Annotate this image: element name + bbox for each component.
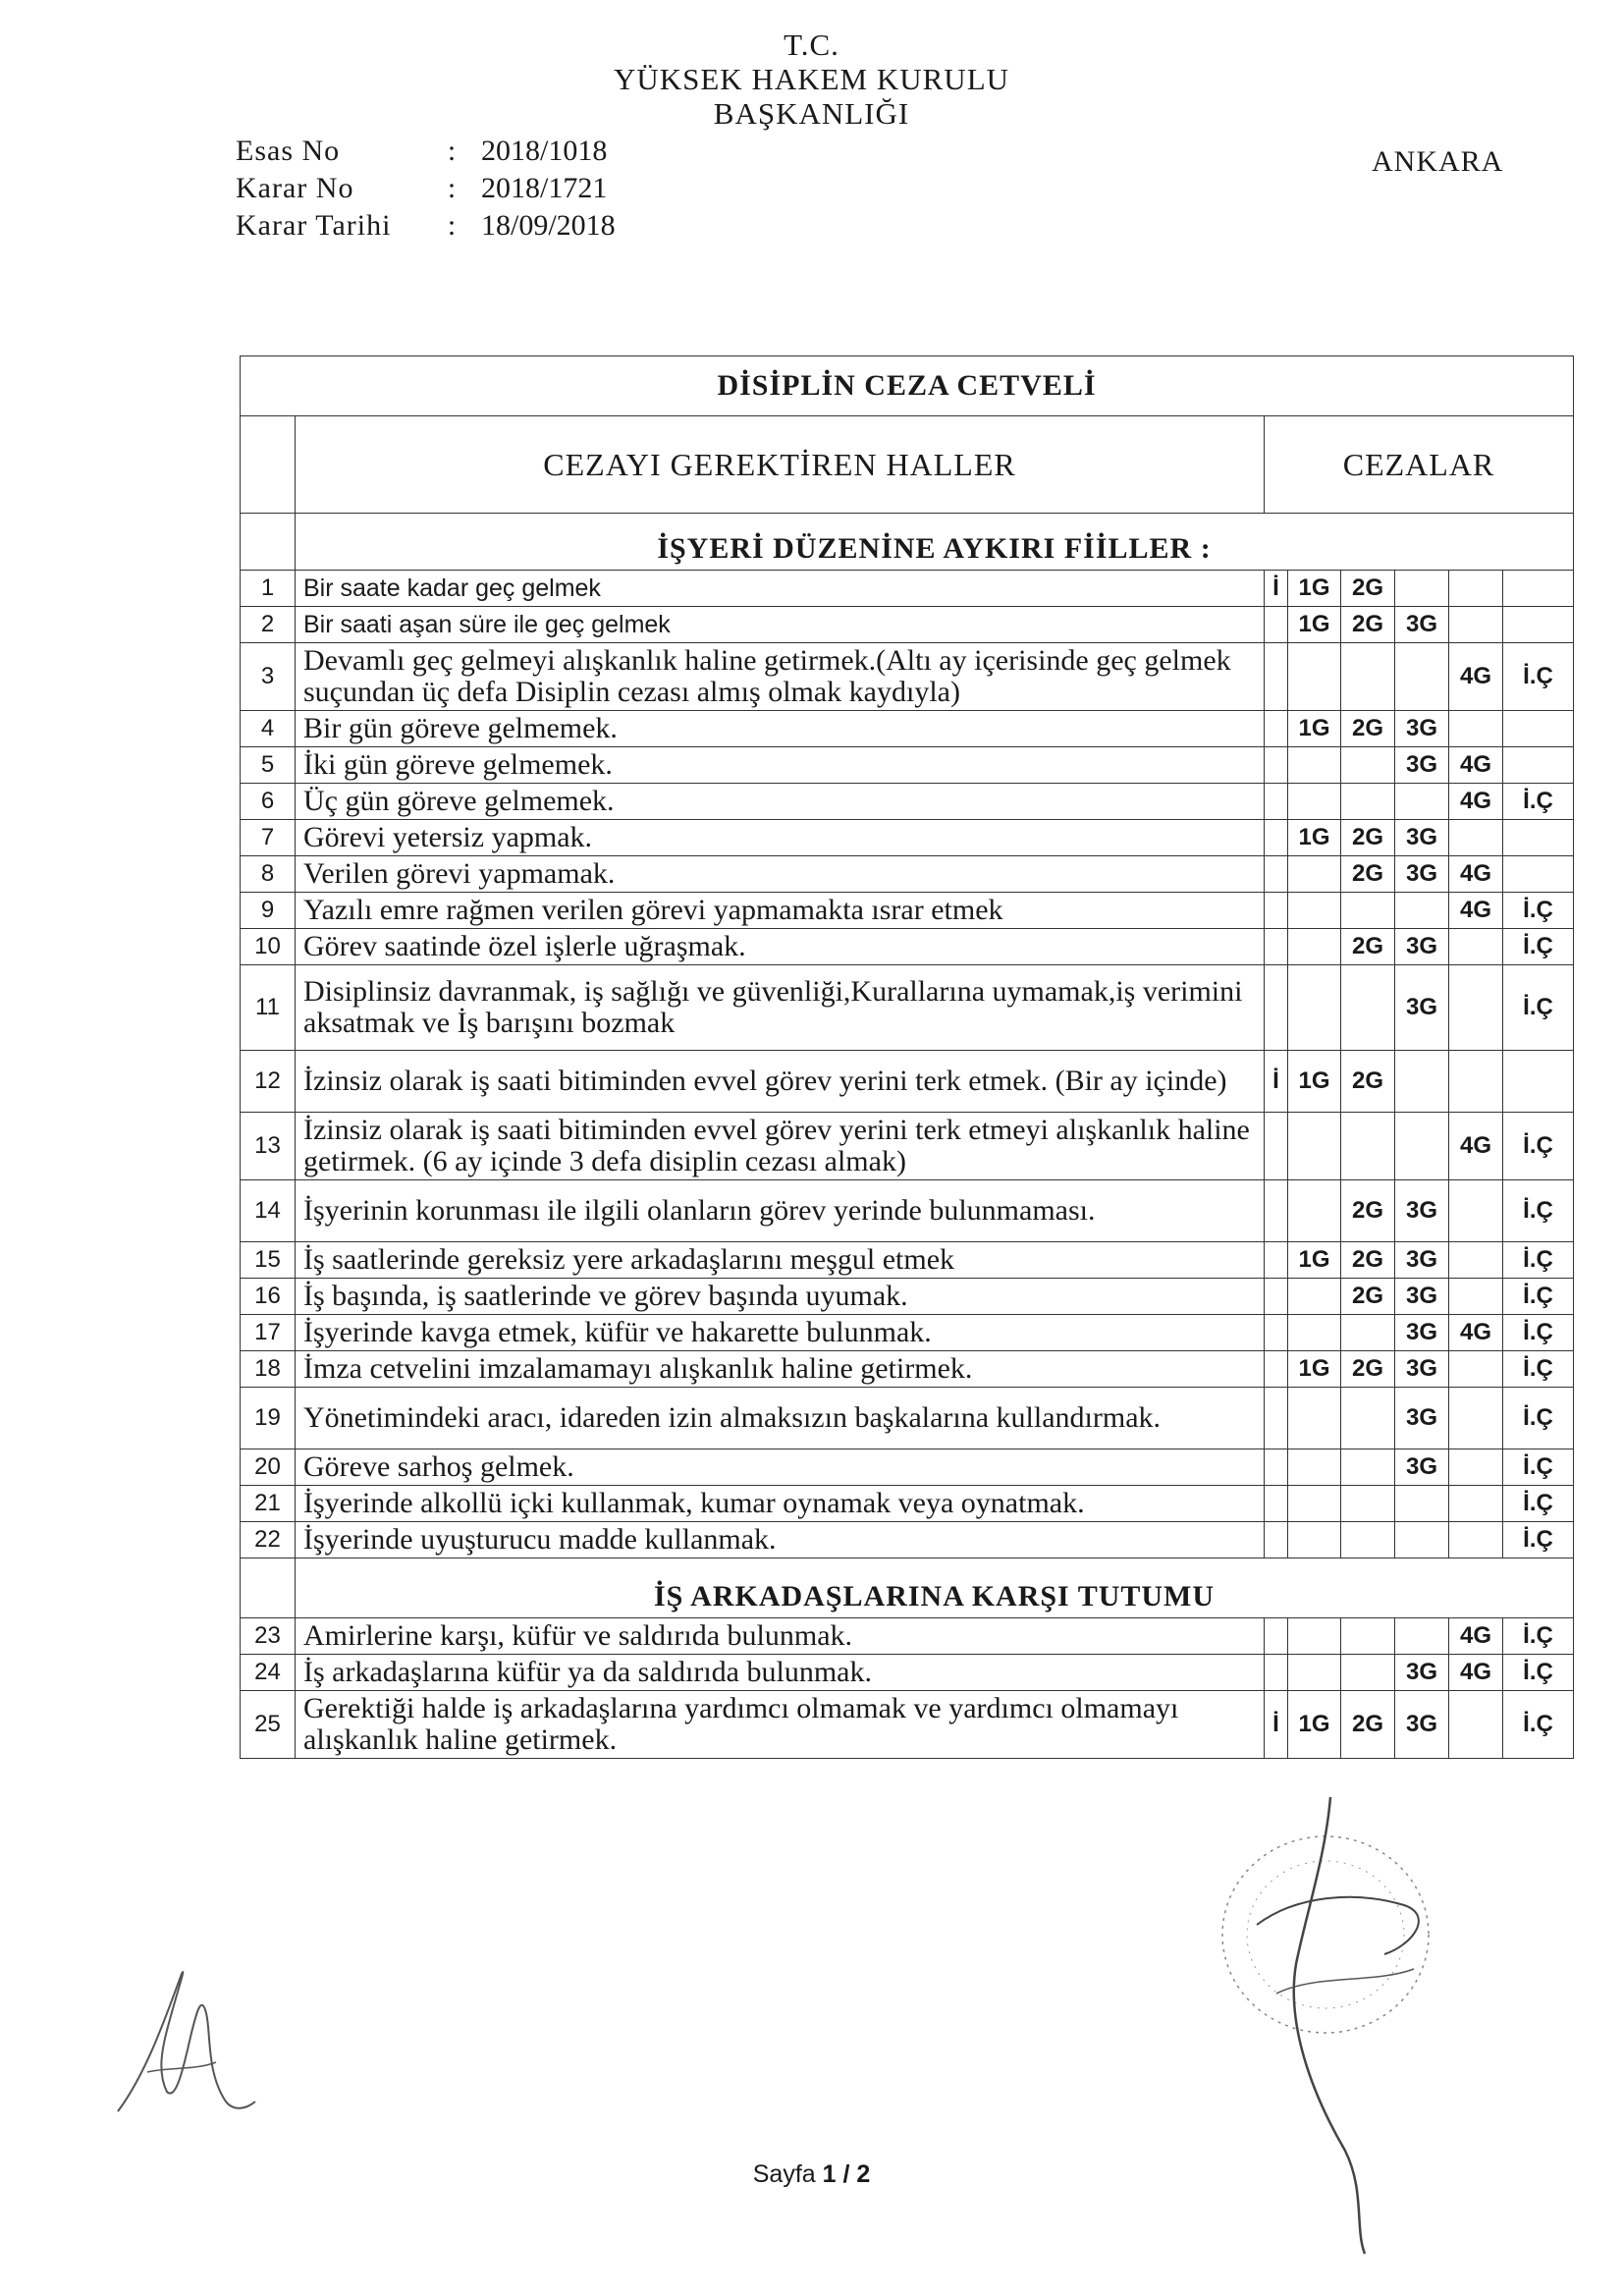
penalty-cell: 2G bbox=[1341, 1351, 1395, 1388]
penalty-cell bbox=[1265, 1242, 1288, 1279]
penalty-cell: İ.Ç bbox=[1503, 1449, 1574, 1486]
penalty-cell bbox=[1265, 607, 1288, 643]
penalty-cell bbox=[1265, 1522, 1288, 1558]
penalty-cell bbox=[1449, 1691, 1503, 1759]
penalty-cell: İ.Ç bbox=[1503, 965, 1574, 1051]
penalty-cell bbox=[1341, 1618, 1395, 1655]
offense-description: İş başında, iş saatlerinde ve görev başında uyumak. bbox=[296, 1279, 1265, 1315]
table-row bbox=[241, 1180, 1574, 1242]
penalty-cell: 3G bbox=[1395, 929, 1449, 965]
row-number: 22 bbox=[241, 1522, 296, 1558]
section-header-row bbox=[241, 1558, 1574, 1618]
table-row bbox=[241, 1242, 1574, 1279]
row-number: 1 bbox=[241, 571, 296, 607]
offense-description: İş saatlerinde gereksiz yere arkadaşlarını meşgul etmek bbox=[296, 1242, 1265, 1279]
row-number: 20 bbox=[241, 1449, 296, 1486]
penalty-cell bbox=[1265, 1315, 1288, 1351]
penalty-cell: İ bbox=[1265, 571, 1288, 607]
page-footer bbox=[0, 2160, 1623, 2189]
table-row bbox=[241, 1051, 1574, 1113]
penalty-cell bbox=[1341, 965, 1395, 1051]
column-header-offenses: CEZAYI GEREKTİREN HALLER bbox=[296, 416, 1265, 514]
penalty-cell: İ.Ç bbox=[1503, 893, 1574, 929]
penalty-cell bbox=[1288, 1180, 1341, 1242]
penalty-cell bbox=[1288, 893, 1341, 929]
penalty-cell: 2G bbox=[1341, 1180, 1395, 1242]
penalty-cell: 4G bbox=[1449, 643, 1503, 711]
penalty-cell bbox=[1341, 1486, 1395, 1522]
penalty-cell bbox=[1288, 747, 1341, 784]
table-row bbox=[241, 1449, 1574, 1486]
colon: : bbox=[447, 172, 457, 204]
penalty-cell bbox=[1288, 1522, 1341, 1558]
penalty-cell bbox=[1265, 1486, 1288, 1522]
section-blank-cell bbox=[241, 514, 296, 571]
table-row bbox=[241, 965, 1574, 1051]
penalty-cell bbox=[1265, 747, 1288, 784]
penalty-cell: 3G bbox=[1395, 1691, 1449, 1759]
penalty-cell: 2G bbox=[1341, 1051, 1395, 1113]
penalty-cell bbox=[1341, 643, 1395, 711]
row-number: 12 bbox=[241, 1051, 296, 1113]
penalty-cell: 3G bbox=[1395, 1351, 1449, 1388]
penalty-cell: İ.Ç bbox=[1503, 1618, 1574, 1655]
handwritten-signature-left bbox=[108, 1954, 275, 2121]
table-row bbox=[241, 571, 1574, 607]
penalty-cell: 1G bbox=[1288, 1351, 1341, 1388]
penalty-cell: İ.Ç bbox=[1503, 1655, 1574, 1691]
penalty-cell bbox=[1265, 929, 1288, 965]
offense-description: Devamlı geç gelmeyi alışkanlık haline getirmek.(Altı ay içerisinde geç gelmek suçundan üç defa Disiplin cezası almış olmak kaydıyla) bbox=[296, 643, 1265, 711]
penalty-cell bbox=[1449, 1486, 1503, 1522]
penalty-cell: İ.Ç bbox=[1503, 1113, 1574, 1180]
penalty-cell bbox=[1288, 643, 1341, 711]
offense-description: Verilen görevi yapmamak. bbox=[296, 856, 1265, 893]
penalty-cell bbox=[1288, 856, 1341, 893]
penalty-cell: 2G bbox=[1341, 1691, 1395, 1759]
penalty-cell bbox=[1288, 1315, 1341, 1351]
penalty-cell: 4G bbox=[1449, 856, 1503, 893]
penalty-cell: 3G bbox=[1395, 965, 1449, 1051]
penalty-cell bbox=[1288, 1655, 1341, 1691]
penalty-cell bbox=[1449, 1351, 1503, 1388]
karar-value: 2018/1721 bbox=[481, 172, 608, 204]
penalty-cell bbox=[1449, 820, 1503, 856]
row-number: 18 bbox=[241, 1351, 296, 1388]
penalty-cell bbox=[1265, 965, 1288, 1051]
table-row bbox=[241, 1486, 1574, 1522]
penalty-cell bbox=[1395, 1486, 1449, 1522]
table-row bbox=[241, 1522, 1574, 1558]
penalty-cell bbox=[1265, 820, 1288, 856]
penalty-cell bbox=[1288, 1618, 1341, 1655]
penalty-cell: 1G bbox=[1288, 1242, 1341, 1279]
offense-description: Yönetimindeki aracı, idareden izin almaksızın başkalarına kullandırmak. bbox=[296, 1388, 1265, 1449]
penalty-cell bbox=[1288, 1279, 1341, 1315]
penalty-cell: 3G bbox=[1395, 1449, 1449, 1486]
tarih-value: 18/09/2018 bbox=[481, 209, 616, 242]
penalty-cell bbox=[1449, 1522, 1503, 1558]
penalty-cell bbox=[1288, 1113, 1341, 1180]
penalty-cell: 4G bbox=[1449, 1618, 1503, 1655]
penalty-cell: 3G bbox=[1395, 1180, 1449, 1242]
row-number: 9 bbox=[241, 893, 296, 929]
section-header-row bbox=[241, 514, 1574, 571]
penalty-cell bbox=[1395, 571, 1449, 607]
penalty-cell: 3G bbox=[1395, 856, 1449, 893]
penalty-cell bbox=[1449, 1449, 1503, 1486]
penalty-cell: 2G bbox=[1341, 607, 1395, 643]
penalty-cell bbox=[1395, 1618, 1449, 1655]
penalty-cell bbox=[1503, 820, 1574, 856]
penalty-cell bbox=[1265, 643, 1288, 711]
penalty-cell bbox=[1341, 893, 1395, 929]
row-number: 15 bbox=[241, 1242, 296, 1279]
row-number: 6 bbox=[241, 784, 296, 820]
table-row bbox=[241, 607, 1574, 643]
penalty-cell: 3G bbox=[1395, 1388, 1449, 1449]
row-number: 19 bbox=[241, 1388, 296, 1449]
penalty-cell bbox=[1395, 643, 1449, 711]
table-row bbox=[241, 1388, 1574, 1449]
header-presidency: BAŞKANLIĞI bbox=[713, 96, 910, 131]
penalty-cell bbox=[1265, 1449, 1288, 1486]
table-row bbox=[241, 1618, 1574, 1655]
row-number: 14 bbox=[241, 1180, 296, 1242]
penalty-cell bbox=[1341, 1388, 1395, 1449]
penalty-cell: 1G bbox=[1288, 711, 1341, 747]
penalty-cell: İ.Ç bbox=[1503, 1242, 1574, 1279]
penalty-cell bbox=[1341, 1449, 1395, 1486]
row-number: 7 bbox=[241, 820, 296, 856]
penalty-cell bbox=[1288, 965, 1341, 1051]
table-row bbox=[241, 1315, 1574, 1351]
esas-label: Esas No bbox=[236, 135, 341, 167]
table-row bbox=[241, 1279, 1574, 1315]
penalty-cell bbox=[1341, 1655, 1395, 1691]
penalty-cell bbox=[1341, 784, 1395, 820]
decision-meta bbox=[236, 133, 616, 245]
karar-row bbox=[236, 170, 616, 207]
penalty-cell: 2G bbox=[1341, 711, 1395, 747]
table-row bbox=[241, 1113, 1574, 1180]
penalty-cell bbox=[1449, 1388, 1503, 1449]
penalty-cell: 1G bbox=[1288, 1691, 1341, 1759]
penalty-cell: 3G bbox=[1395, 820, 1449, 856]
section-blank-cell bbox=[241, 1558, 296, 1618]
discipline-penalty-table bbox=[240, 355, 1574, 1759]
table-row bbox=[241, 643, 1574, 711]
column-header-row bbox=[241, 416, 1574, 514]
penalty-cell: İ.Ç bbox=[1503, 784, 1574, 820]
penalty-cell: 4G bbox=[1449, 1655, 1503, 1691]
colon: : bbox=[447, 209, 457, 242]
table-row bbox=[241, 929, 1574, 965]
penalty-cell bbox=[1449, 929, 1503, 965]
penalty-cell: 3G bbox=[1395, 747, 1449, 784]
offense-description: İş arkadaşlarına küfür ya da saldırıda bulunmak. bbox=[296, 1655, 1265, 1691]
penalty-cell bbox=[1288, 784, 1341, 820]
penalty-cell: İ bbox=[1265, 1691, 1288, 1759]
penalty-cell bbox=[1449, 1279, 1503, 1315]
penalty-cell bbox=[1341, 1113, 1395, 1180]
offense-description: İzinsiz olarak iş saati bitiminden evvel görev yerini terk etmeyi alışkanlık haline getirmek. (6 ay içinde 3 defa disiplin cezası almak) bbox=[296, 1113, 1265, 1180]
header-institution: YÜKSEK HAKEM KURULU bbox=[613, 62, 1010, 96]
offense-description: Görevi yetersiz yapmak. bbox=[296, 820, 1265, 856]
penalty-cell: 2G bbox=[1341, 929, 1395, 965]
penalty-cell bbox=[1395, 1113, 1449, 1180]
penalty-cell: 3G bbox=[1395, 1279, 1449, 1315]
penalty-cell: İ bbox=[1265, 1051, 1288, 1113]
colon: : bbox=[447, 135, 457, 167]
offense-description: İşyerinde alkollü içki kullanmak, kumar oynamak veya oynatmak. bbox=[296, 1486, 1265, 1522]
penalty-cell: İ.Ç bbox=[1503, 1351, 1574, 1388]
table-row bbox=[241, 784, 1574, 820]
row-number: 4 bbox=[241, 711, 296, 747]
offense-description: İşyerinde kavga etmek, küfür ve hakarette bulunmak. bbox=[296, 1315, 1265, 1351]
penalty-cell: İ.Ç bbox=[1503, 929, 1574, 965]
esas-row bbox=[236, 133, 616, 170]
penalty-cell bbox=[1503, 571, 1574, 607]
penalty-cell bbox=[1341, 1315, 1395, 1351]
offense-description: Görev saatinde özel işlerle uğraşmak. bbox=[296, 929, 1265, 965]
table-row bbox=[241, 1691, 1574, 1759]
penalty-cell: 2G bbox=[1341, 1242, 1395, 1279]
penalty-cell: 4G bbox=[1449, 1113, 1503, 1180]
page-number: 1 / 2 bbox=[822, 2160, 871, 2188]
row-number: 3 bbox=[241, 643, 296, 711]
row-number: 25 bbox=[241, 1691, 296, 1759]
penalty-cell bbox=[1503, 1051, 1574, 1113]
row-number: 10 bbox=[241, 929, 296, 965]
penalty-cell bbox=[1265, 1655, 1288, 1691]
offense-description: İki gün göreve gelmemek. bbox=[296, 747, 1265, 784]
row-number: 24 bbox=[241, 1655, 296, 1691]
penalty-cell bbox=[1449, 571, 1503, 607]
table-row bbox=[241, 856, 1574, 893]
penalty-cell bbox=[1265, 1388, 1288, 1449]
penalty-cell bbox=[1503, 607, 1574, 643]
penalty-cell: 4G bbox=[1449, 747, 1503, 784]
penalty-cell bbox=[1395, 1522, 1449, 1558]
penalty-cell bbox=[1395, 893, 1449, 929]
penalty-cell bbox=[1503, 856, 1574, 893]
penalty-cell: İ.Ç bbox=[1503, 1691, 1574, 1759]
karar-label: Karar No bbox=[236, 172, 354, 204]
offense-description: İzinsiz olarak iş saati bitiminden evvel görev yerini terk etmek. (Bir ay içinde) bbox=[296, 1051, 1265, 1113]
column-header-penalties: CEZALAR bbox=[1265, 416, 1574, 514]
table-row bbox=[241, 1351, 1574, 1388]
penalty-cell bbox=[1265, 856, 1288, 893]
offense-description: Göreve sarhoş gelmek. bbox=[296, 1449, 1265, 1486]
penalty-cell bbox=[1265, 784, 1288, 820]
footer-prefix: Sayfa bbox=[752, 2160, 823, 2188]
row-number: 16 bbox=[241, 1279, 296, 1315]
penalty-cell: 3G bbox=[1395, 1655, 1449, 1691]
penalty-cell: 1G bbox=[1288, 607, 1341, 643]
penalty-cell: 2G bbox=[1341, 571, 1395, 607]
row-number: 8 bbox=[241, 856, 296, 893]
penalty-cell bbox=[1265, 711, 1288, 747]
row-number: 13 bbox=[241, 1113, 296, 1180]
tarih-row bbox=[236, 207, 616, 245]
penalty-cell: 1G bbox=[1288, 1051, 1341, 1113]
penalty-cell: 4G bbox=[1449, 1315, 1503, 1351]
offense-description: İşyerinde uyuşturucu madde kullanmak. bbox=[296, 1522, 1265, 1558]
penalty-cell: İ.Ç bbox=[1503, 1388, 1574, 1449]
tarih-label: Karar Tarihi bbox=[236, 209, 392, 242]
penalty-cell bbox=[1395, 784, 1449, 820]
offense-description: Yazılı emre rağmen verilen görevi yapmamakta ısrar etmek bbox=[296, 893, 1265, 929]
penalty-cell bbox=[1265, 1618, 1288, 1655]
row-number: 11 bbox=[241, 965, 296, 1051]
table-row bbox=[241, 747, 1574, 784]
penalty-cell bbox=[1288, 1388, 1341, 1449]
row-number: 5 bbox=[241, 747, 296, 784]
penalty-cell: 2G bbox=[1341, 856, 1395, 893]
penalty-cell: 1G bbox=[1288, 571, 1341, 607]
penalty-cell bbox=[1449, 711, 1503, 747]
penalty-cell bbox=[1265, 1351, 1288, 1388]
penalty-cell bbox=[1449, 1242, 1503, 1279]
penalty-cell bbox=[1265, 1279, 1288, 1315]
section-colleague-conduct: İŞ ARKADAŞLARINA KARŞI TUTUMU bbox=[296, 1558, 1574, 1618]
row-number: 23 bbox=[241, 1618, 296, 1655]
penalty-cell: İ.Ç bbox=[1503, 1315, 1574, 1351]
penalty-cell bbox=[1265, 1180, 1288, 1242]
table-row bbox=[241, 1655, 1574, 1691]
row-number: 2 bbox=[241, 607, 296, 643]
penalty-cell: 1G bbox=[1288, 820, 1341, 856]
penalty-cell: İ.Ç bbox=[1503, 643, 1574, 711]
penalty-cell bbox=[1503, 711, 1574, 747]
penalty-cell: 2G bbox=[1341, 1279, 1395, 1315]
table-title: DİSİPLİN CEZA CETVELİ bbox=[241, 356, 1574, 416]
table-row bbox=[241, 711, 1574, 747]
penalty-cell: 3G bbox=[1395, 1315, 1449, 1351]
offense-description: Amirlerine karşı, küfür ve saldırıda bulunmak. bbox=[296, 1618, 1265, 1655]
penalty-cell bbox=[1503, 747, 1574, 784]
header-tc: T.C. bbox=[784, 27, 839, 62]
penalty-cell: 4G bbox=[1449, 784, 1503, 820]
penalty-cell bbox=[1449, 1051, 1503, 1113]
table-row bbox=[241, 820, 1574, 856]
offense-description: Gerektiği halde iş arkadaşlarına yardımcı olmamak ve yardımcı olmamayı alışkanlık haline getirmek. bbox=[296, 1691, 1265, 1759]
offense-description: Bir saate kadar geç gelmek bbox=[296, 571, 1265, 607]
offense-description: Üç gün göreve gelmemek. bbox=[296, 784, 1265, 820]
penalty-cell: 3G bbox=[1395, 607, 1449, 643]
penalty-cell: İ.Ç bbox=[1503, 1180, 1574, 1242]
penalty-cell: 2G bbox=[1341, 820, 1395, 856]
penalty-cell bbox=[1449, 607, 1503, 643]
offense-description: İmza cetvelini imzalamamayı alışkanlık haline getirmek. bbox=[296, 1351, 1265, 1388]
city-label: ANKARA bbox=[1372, 145, 1504, 178]
penalty-cell: İ.Ç bbox=[1503, 1486, 1574, 1522]
penalty-cell bbox=[1449, 1180, 1503, 1242]
offense-description: Bir saati aşan süre ile geç gelmek bbox=[296, 607, 1265, 643]
penalty-cell bbox=[1265, 893, 1288, 929]
table-title-row bbox=[241, 356, 1574, 416]
penalty-cell bbox=[1288, 929, 1341, 965]
penalty-cell bbox=[1265, 1113, 1288, 1180]
penalty-cell bbox=[1341, 1522, 1395, 1558]
penalty-cell bbox=[1449, 965, 1503, 1051]
penalty-cell: 3G bbox=[1395, 711, 1449, 747]
penalty-cell: 3G bbox=[1395, 1242, 1449, 1279]
stamp-and-signature bbox=[1217, 1797, 1542, 2259]
offense-description: Bir gün göreve gelmemek. bbox=[296, 711, 1265, 747]
penalty-cell bbox=[1395, 1051, 1449, 1113]
esas-value: 2018/1018 bbox=[481, 135, 608, 167]
offense-description: Disiplinsiz davranmak, iş sağlığı ve güvenliği,Kurallarına uymamak,iş verimini aksatmak ve İş barışını bozmak bbox=[296, 965, 1265, 1051]
penalty-cell: 4G bbox=[1449, 893, 1503, 929]
table-row bbox=[241, 893, 1574, 929]
offense-description: İşyerinin korunması ile ilgili olanların görev yerinde bulunmaması. bbox=[296, 1180, 1265, 1242]
penalty-cell: İ.Ç bbox=[1503, 1279, 1574, 1315]
penalty-cell bbox=[1288, 1486, 1341, 1522]
penalty-cell bbox=[1341, 747, 1395, 784]
row-number: 17 bbox=[241, 1315, 296, 1351]
row-number: 21 bbox=[241, 1486, 296, 1522]
section-workplace-order: İŞYERİ DÜZENİNE AYKIRI FİİLLER : bbox=[296, 514, 1574, 571]
header-blank-cell bbox=[241, 416, 296, 514]
penalty-cell bbox=[1288, 1449, 1341, 1486]
penalty-cell: İ.Ç bbox=[1503, 1522, 1574, 1558]
